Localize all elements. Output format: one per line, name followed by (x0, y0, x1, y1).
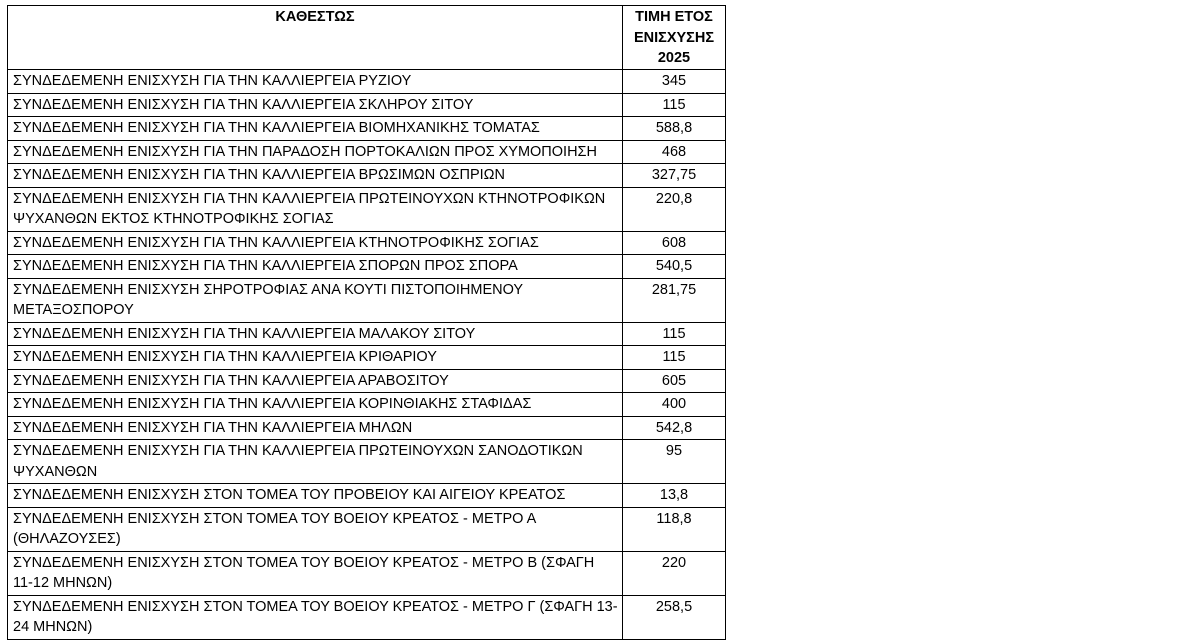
scheme-cell: ΣΥΝΔΕΔΕΜΕΝΗ ΕΝΙΣΧΥΣΗ ΓΙΑ ΤΗΝ ΚΑΛΛΙΕΡΓΕΙΑ ΣΚΛΗΡΟΥ ΣΙΤΟΥ (8, 93, 623, 117)
table-row (8, 140, 726, 164)
value-cell: 605 (623, 369, 726, 393)
value-cell: 400 (623, 393, 726, 417)
table-row (8, 187, 726, 231)
value-cell: 540,5 (623, 255, 726, 279)
scheme-cell: ΣΥΝΔΕΔΕΜΕΝΗ ΕΝΙΣΧΥΣΗ ΓΙΑ ΤΗΝ ΚΑΛΛΙΕΡΓΕΙΑ ΑΡΑΒΟΣΙΤΟΥ (8, 369, 623, 393)
value-cell: 115 (623, 93, 726, 117)
table-row (8, 393, 726, 417)
scheme-cell: ΣΥΝΔΕΔΕΜΕΝΗ ΕΝΙΣΧΥΣΗ ΓΙΑ ΤΗΝ ΚΑΛΛΙΕΡΓΕΙΑ ΠΡΩΤΕΙΝΟΥΧΩΝ ΚΤΗΝΟΤΡΟΦΙΚΩΝ ΨΥΧΑΝΘΩΝ ΕΚΤΟΣ ΚΤΗΝΟΤΡΟΦΙΚΗΣ ΣΟΓΙΑΣ (8, 187, 623, 231)
value-cell: 258,5 (623, 595, 726, 639)
value-cell: 468 (623, 140, 726, 164)
scheme-cell: ΣΥΝΔΕΔΕΜΕΝΗ ΕΝΙΣΧΥΣΗ ΓΙΑ ΤΗΝ ΚΑΛΛΙΕΡΓΕΙΑ ΒΙΟΜΗΧΑΝΙΚΗΣ ΤΟΜΑΤΑΣ (8, 117, 623, 141)
scheme-cell: ΣΥΝΔΕΔΕΜΕΝΗ ΕΝΙΣΧΥΣΗ ΣΤΟΝ ΤΟΜΕΑ ΤΟΥ ΒΟΕΙΟΥ ΚΡΕΑΤΟΣ - ΜΕΤΡΟ Β (ΣΦΑΓΗ 11-12 ΜΗΝΩΝ) (8, 551, 623, 595)
value-cell: 220,8 (623, 187, 726, 231)
scheme-cell: ΣΥΝΔΕΔΕΜΕΝΗ ΕΝΙΣΧΥΣΗ ΓΙΑ ΤΗΝ ΠΑΡΑΔΟΣΗ ΠΟΡΤΟΚΑΛΙΩΝ ΠΡΟΣ ΧΥΜΟΠΟΙΗΣΗ (8, 140, 623, 164)
table-row (8, 507, 726, 551)
scheme-cell: ΣΥΝΔΕΔΕΜΕΝΗ ΕΝΙΣΧΥΣΗ ΣΤΟΝ ΤΟΜΕΑ ΤΟΥ ΠΡΟΒΕΙΟΥ ΚΑΙ ΑΙΓΕΙΟΥ ΚΡΕΑΤΟΣ (8, 484, 623, 508)
table-row (8, 278, 726, 322)
table-row (8, 440, 726, 484)
value-cell: 118,8 (623, 507, 726, 551)
table-row (8, 369, 726, 393)
value-cell: 115 (623, 346, 726, 370)
table-row (8, 93, 726, 117)
table-row (8, 117, 726, 141)
header-scheme: ΚΑΘΕΣΤΩΣ (8, 6, 623, 70)
scheme-cell: ΣΥΝΔΕΔΕΜΕΝΗ ΕΝΙΣΧΥΣΗ ΓΙΑ ΤΗΝ ΚΑΛΛΙΕΡΓΕΙΑ ΚΟΡΙΝΘΙΑΚΗΣ ΣΤΑΦΙΔΑΣ (8, 393, 623, 417)
table-row (8, 484, 726, 508)
table-row (8, 346, 726, 370)
scheme-cell: ΣΥΝΔΕΔΕΜΕΝΗ ΕΝΙΣΧΥΣΗ ΓΙΑ ΤΗΝ ΚΑΛΛΙΕΡΓΕΙΑ ΠΡΩΤΕΙΝΟΥΧΩΝ ΣΑΝΟΔΟΤΙΚΩΝ ΨΥΧΑΝΘΩΝ (8, 440, 623, 484)
value-cell: 327,75 (623, 164, 726, 188)
scheme-cell: ΣΥΝΔΕΔΕΜΕΝΗ ΕΝΙΣΧΥΣΗ ΓΙΑ ΤΗΝ ΚΑΛΛΙΕΡΓΕΙΑ ΒΡΩΣΙΜΩΝ ΟΣΠΡΙΩΝ (8, 164, 623, 188)
table-row (8, 255, 726, 279)
table-row (8, 322, 726, 346)
value-cell: 542,8 (623, 416, 726, 440)
table-row (8, 70, 726, 94)
value-cell: 220 (623, 551, 726, 595)
value-cell: 281,75 (623, 278, 726, 322)
scheme-cell: ΣΥΝΔΕΔΕΜΕΝΗ ΕΝΙΣΧΥΣΗ ΓΙΑ ΤΗΝ ΚΑΛΛΙΕΡΓΕΙΑ ΡΥΖΙΟΥ (8, 70, 623, 94)
table-body (8, 70, 726, 640)
value-cell: 608 (623, 231, 726, 255)
scheme-cell: ΣΥΝΔΕΔΕΜΕΝΗ ΕΝΙΣΧΥΣΗ ΓΙΑ ΤΗΝ ΚΑΛΛΙΕΡΓΕΙΑ ΜΗΛΩΝ (8, 416, 623, 440)
value-cell: 588,8 (623, 117, 726, 141)
scheme-cell: ΣΥΝΔΕΔΕΜΕΝΗ ΕΝΙΣΧΥΣΗ ΣΤΟΝ ΤΟΜΕΑ ΤΟΥ ΒΟΕΙΟΥ ΚΡΕΑΤΟΣ - ΜΕΤΡΟ Α (ΘΗΛΑΖΟΥΣΕΣ) (8, 507, 623, 551)
table-row (8, 164, 726, 188)
scheme-cell: ΣΥΝΔΕΔΕΜΕΝΗ ΕΝΙΣΧΥΣΗ ΣΗΡΟΤΡΟΦΙΑΣ ΑΝΑ ΚΟΥΤΙ ΠΙΣΤΟΠΟΙΗΜΕΝΟΥ ΜΕΤΑΞΟΣΠΟΡΟΥ (8, 278, 623, 322)
scheme-cell: ΣΥΝΔΕΔΕΜΕΝΗ ΕΝΙΣΧΥΣΗ ΓΙΑ ΤΗΝ ΚΑΛΛΙΕΡΓΕΙΑ ΚΤΗΝΟΤΡΟΦΙΚΗΣ ΣΟΓΙΑΣ (8, 231, 623, 255)
table-row (8, 416, 726, 440)
subsidy-rates-table (7, 5, 726, 640)
header-value-2025: ΤΙΜΗ ΕΤΟΣ ΕΝΙΣΧΥΣΗΣ 2025 (623, 6, 726, 70)
scheme-cell: ΣΥΝΔΕΔΕΜΕΝΗ ΕΝΙΣΧΥΣΗ ΓΙΑ ΤΗΝ ΚΑΛΛΙΕΡΓΕΙΑ ΚΡΙΘΑΡΙΟΥ (8, 346, 623, 370)
value-cell: 345 (623, 70, 726, 94)
value-cell: 95 (623, 440, 726, 484)
scheme-cell: ΣΥΝΔΕΔΕΜΕΝΗ ΕΝΙΣΧΥΣΗ ΓΙΑ ΤΗΝ ΚΑΛΛΙΕΡΓΕΙΑ ΣΠΟΡΩΝ ΠΡΟΣ ΣΠΟΡΑ (8, 255, 623, 279)
table-row (8, 595, 726, 639)
table-header-row (8, 6, 726, 70)
scheme-cell: ΣΥΝΔΕΔΕΜΕΝΗ ΕΝΙΣΧΥΣΗ ΓΙΑ ΤΗΝ ΚΑΛΛΙΕΡΓΕΙΑ ΜΑΛΑΚΟΥ ΣΙΤΟΥ (8, 322, 623, 346)
value-cell: 115 (623, 322, 726, 346)
table-row (8, 551, 726, 595)
scheme-cell: ΣΥΝΔΕΔΕΜΕΝΗ ΕΝΙΣΧΥΣΗ ΣΤΟΝ ΤΟΜΕΑ ΤΟΥ ΒΟΕΙΟΥ ΚΡΕΑΤΟΣ - ΜΕΤΡΟ Γ (ΣΦΑΓΗ 13-24 ΜΗΝΩΝ) (8, 595, 623, 639)
table-row (8, 231, 726, 255)
value-cell: 13,8 (623, 484, 726, 508)
